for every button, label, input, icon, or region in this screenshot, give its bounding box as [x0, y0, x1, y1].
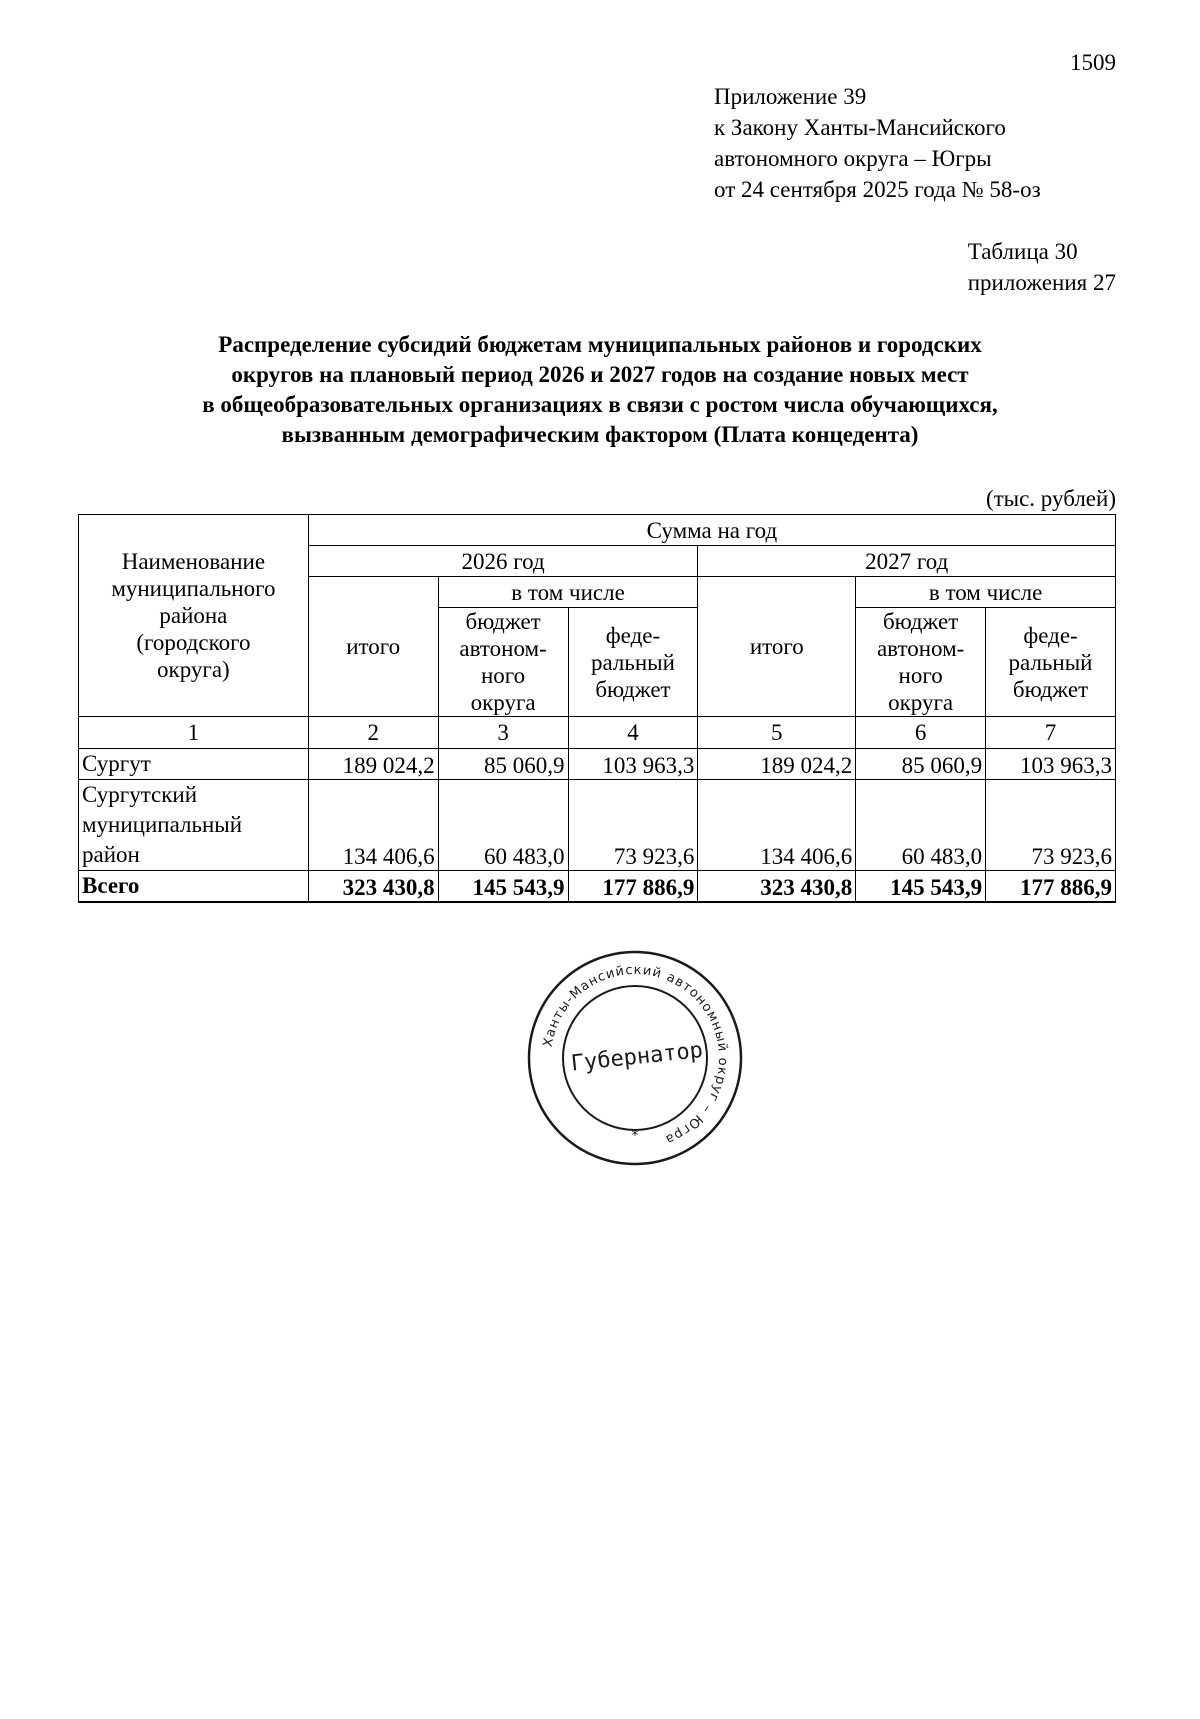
row-value: 103 963,3: [568, 749, 698, 780]
appendix-reference: [714, 81, 1041, 205]
total-value: 177 886,9: [568, 871, 698, 903]
row-value: 60 483,0: [856, 780, 986, 871]
title-line: вызванным демографическим фактором (Плата концедента): [281, 422, 919, 447]
header-including-2026: в том числе: [438, 577, 698, 608]
column-number: 6: [856, 717, 986, 749]
seal-star-icon: *: [631, 1128, 639, 1144]
title-line: в общеобразовательных организациях в связи с ростом числа обучающихся,: [202, 392, 998, 417]
row-municipality-name: Сургут: [79, 749, 309, 780]
table-reference: [968, 236, 1116, 298]
table-ref-line: Таблица 30: [967, 239, 1078, 264]
table-ref-line: приложения 27: [967, 270, 1116, 295]
row-municipality-name: Сургутский муниципальный район: [79, 780, 309, 871]
column-number-row: [79, 717, 1116, 749]
header-regional-budget-2027: бюджет автоном- ного округа: [856, 608, 986, 717]
header-total-2026: итого: [308, 577, 438, 717]
total-value: 323 430,8: [698, 871, 856, 903]
row-value: 73 923,6: [986, 780, 1116, 871]
seal-ring-text: Ханты-Мансийский автономный округ – Югра: [540, 962, 731, 1148]
header-year-2027: 2027 год: [698, 546, 1116, 577]
seal-center-text: Губернатор: [569, 1037, 705, 1077]
appendix-line: к Закону Ханты-Мансийского: [714, 115, 1006, 140]
title-line: Распределение субсидий бюджетам муниципальных районов и городских: [218, 332, 982, 357]
total-value: 177 886,9: [986, 871, 1116, 903]
page-number: 1509: [1070, 50, 1116, 75]
total-label: Всего: [79, 871, 309, 903]
row-value: 73 923,6: [568, 780, 698, 871]
title-line: округов на плановый период 2026 и 2027 годов на создание новых мест: [231, 362, 969, 387]
table-row: [79, 749, 1116, 780]
total-value: 323 430,8: [308, 871, 438, 903]
column-number: 7: [986, 717, 1116, 749]
header-regional-budget-2026: бюджет автоном- ного округа: [438, 608, 568, 717]
appendix-line: Приложение 39: [714, 84, 867, 109]
header-year-2026: 2026 год: [308, 546, 698, 577]
header-municipality-name: Наименование муниципального района (городского округа): [79, 515, 309, 717]
header-federal-budget-2027: феде- ральный бюджет: [986, 608, 1116, 717]
row-value: 189 024,2: [698, 749, 856, 780]
total-value: 145 543,9: [856, 871, 986, 903]
row-value: 189 024,2: [308, 749, 438, 780]
table-row: [79, 780, 1116, 871]
appendix-line: от 24 сентября 2025 года № 58-оз: [714, 177, 1041, 202]
header-federal-budget-2026: феде- ральный бюджет: [568, 608, 698, 717]
column-number: 5: [698, 717, 856, 749]
total-value: 145 543,9: [438, 871, 568, 903]
header-including-2027: в том числе: [856, 577, 1116, 608]
appendix-line: автономного округа – Югры: [714, 146, 992, 171]
units-label: (тыс. рублей): [985, 486, 1116, 511]
row-value: 60 483,0: [438, 780, 568, 871]
governor-seal-icon: [525, 948, 745, 1168]
header-total-2027: итого: [698, 577, 856, 717]
total-row: [79, 871, 1116, 903]
header-sum-per-year: Сумма на год: [308, 515, 1115, 546]
subsidy-table: [78, 514, 1116, 903]
column-number: 3: [438, 717, 568, 749]
row-value: 85 060,9: [856, 749, 986, 780]
document-title: [80, 330, 1120, 450]
row-value: 103 963,3: [986, 749, 1116, 780]
column-number: 2: [308, 717, 438, 749]
column-number: 1: [79, 717, 309, 749]
row-value: 85 060,9: [438, 749, 568, 780]
row-value: 134 406,6: [698, 780, 856, 871]
column-number: 4: [568, 717, 698, 749]
row-value: 134 406,6: [308, 780, 438, 871]
